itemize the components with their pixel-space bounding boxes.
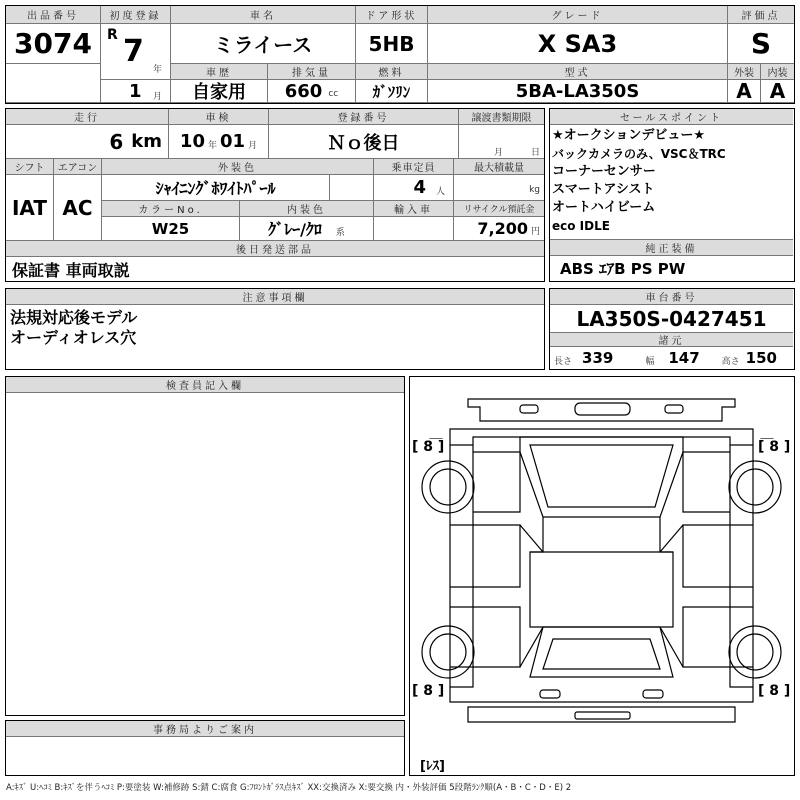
sales-line: コーナーセンサー (552, 164, 656, 179)
grade-label: グレード (428, 6, 728, 24)
color-label: 外装色 (102, 159, 374, 175)
shaken-m-unit: 月 (248, 141, 258, 151)
reg-year-cell (101, 24, 171, 80)
sales-block (549, 108, 795, 282)
height-label: 高さ (721, 356, 740, 367)
header-block (5, 5, 795, 104)
specs-label: 諸元 (550, 333, 793, 347)
year-unit: 年 (153, 65, 163, 75)
load-cell (454, 175, 544, 201)
later-label: 後日発送部品 (6, 241, 544, 257)
chassis-number: LA350S-0427451 (550, 305, 793, 333)
width: 147 (668, 349, 700, 367)
chassis-label: 車台番号 (550, 289, 793, 305)
doc-cell (459, 125, 544, 159)
shift-label: シフト (6, 159, 54, 175)
shift: IAT (6, 175, 54, 241)
shaken-year: 10 (179, 131, 205, 152)
interior-unit: 系 (335, 228, 345, 238)
notes-label: 注意事項欄 (6, 289, 544, 305)
grade: X SA3 (428, 24, 728, 64)
sales-line: バックカメラのみ、VSC＆TRC (552, 147, 726, 161)
history-label: 車歴 (171, 64, 268, 80)
sales-line: オートハイビーム (552, 200, 656, 215)
door-label: ドア形状 (356, 6, 428, 24)
import-label: 輸入車 (374, 201, 454, 217)
mileage-label: 走行 (6, 109, 169, 125)
car-name: ミライース (171, 24, 356, 64)
office-block (5, 720, 405, 776)
length-label: 長さ (554, 356, 573, 367)
ac-label: エアコン (54, 159, 102, 175)
capacity: 4 (413, 177, 426, 198)
recycle-label: リサイクル預託金 (454, 201, 544, 217)
notes-lines (6, 305, 544, 367)
tire-front-left: [ 8 ] (412, 439, 445, 455)
era: R (107, 27, 118, 43)
note-line: オーディオレス穴 (10, 328, 137, 347)
tire-rear-left: [ 8 ] (412, 683, 445, 699)
sales-label: セールスポイント (550, 109, 793, 125)
office-label: 事務局よりご案内 (6, 721, 404, 737)
history: 自家用 (171, 80, 268, 103)
score: S (728, 24, 794, 64)
mileage-cell (6, 125, 169, 159)
info-block (5, 108, 545, 282)
door-type: 5HB (356, 24, 428, 64)
doc-label: 譲渡書類期限 (459, 109, 544, 125)
shaken-y-unit: 年 (207, 141, 217, 151)
recycle-cell (454, 217, 544, 241)
color-blank (330, 175, 374, 201)
cap-cell (374, 175, 454, 201)
sales-line: スマートアシスト (552, 182, 655, 197)
shaken-cell (169, 125, 269, 159)
fuel-label: 燃料 (356, 64, 428, 80)
chassis-block (549, 288, 795, 370)
mileage: 6 (109, 129, 124, 154)
int-label: 内装 (761, 64, 794, 80)
doc-month-unit: 月 (494, 148, 504, 158)
car-diagram (409, 376, 795, 776)
disp-label: 排気量 (268, 64, 356, 80)
reg-label: 初度登録 (101, 6, 171, 24)
score-label: 評価点 (728, 6, 794, 24)
sales-line: eco IDLE (552, 219, 610, 233)
reg-year: 7 (123, 34, 144, 69)
car-outline (410, 377, 793, 774)
color: ｼｬｲﾆﾝｸﾞﾎﾜｲﾄﾊﾟｰﾙ (102, 175, 330, 201)
recycle-fee: 7,200 (477, 219, 528, 238)
color-number: W25 (102, 217, 240, 241)
notes-block (5, 288, 545, 370)
ext-label: 外装 (728, 64, 761, 80)
doc-day-unit: 日 (531, 148, 541, 158)
inspector-label: 検査員記入欄 (6, 377, 404, 393)
footer-legend: A:ｷｽﾞ U:ﾍｺﾐ B:ｷｽﾞを伴うﾍｺﾐ P:要塗装 W:補修跡 S:錆 C:腐食 G:ﾌﾛﾝﾄｶﾞﾗｽ点ｷｽﾞ XX:交換済み X:要交換 内・外装評価 5段階ﾗﾝｸ順(A・B・C・D・E) 2 (6, 783, 572, 793)
sales-line: ★オークションデビュー★ (552, 128, 706, 143)
mileage-unit: km (131, 131, 162, 152)
month-unit: 月 (153, 92, 163, 102)
reg-month-cell (101, 80, 171, 103)
import-cell (374, 217, 454, 241)
lot-label: 出品番号 (6, 6, 101, 24)
interior-cell (240, 217, 374, 241)
model-code: 5BA-LA350S (428, 80, 728, 103)
model-label: 型式 (428, 64, 728, 80)
later-parts: 保証書 車両取説 (12, 260, 130, 280)
colorno-label: カラーNo. (102, 201, 240, 217)
fuel: ｶﾞｿﾘﾝ (356, 80, 428, 103)
inspector-block (5, 376, 405, 716)
int-grade: A (761, 80, 794, 103)
interior-color: ｸﾞﾚｰ/ｸﾛ (268, 220, 322, 239)
load-unit: kg (529, 185, 540, 195)
height: 150 (745, 349, 777, 367)
note-line: 法規対応後モデル (10, 308, 138, 327)
length: 339 (582, 349, 614, 367)
disp-cell (268, 80, 356, 103)
equipment: ABS ｴｱB PS PW (560, 260, 686, 278)
tire-rear-right: [ 8 ] (758, 683, 791, 699)
spare-tire: [ﾚｽ] (420, 759, 445, 774)
name-label: 車名 (171, 6, 356, 24)
tire-front-right: [ 8 ] (758, 439, 791, 455)
interior-label: 内装色 (240, 201, 374, 217)
reg-number: Ｎｏ後日 (269, 125, 459, 159)
equip-label: 純正装備 (550, 240, 793, 256)
regno-label: 登録番号 (269, 109, 459, 125)
load-label: 最大積載量 (454, 159, 544, 175)
ac: AC (54, 175, 102, 241)
lot-number: 3074 (6, 24, 101, 64)
shaken-label: 車検 (169, 109, 269, 125)
displacement: 660 (284, 80, 323, 102)
specs-row (550, 347, 793, 369)
disp-unit: cc (328, 89, 339, 99)
cap-unit: 人 (435, 187, 445, 197)
ext-grade: A (728, 80, 761, 103)
lot-blank (6, 64, 101, 103)
cap-label: 乗車定員 (374, 159, 454, 175)
width-label: 幅 (645, 356, 655, 367)
shaken-month: 01 (220, 131, 246, 152)
reg-month: 1 (129, 80, 142, 102)
sales-lines (550, 125, 793, 240)
recycle-unit: 円 (530, 227, 540, 237)
